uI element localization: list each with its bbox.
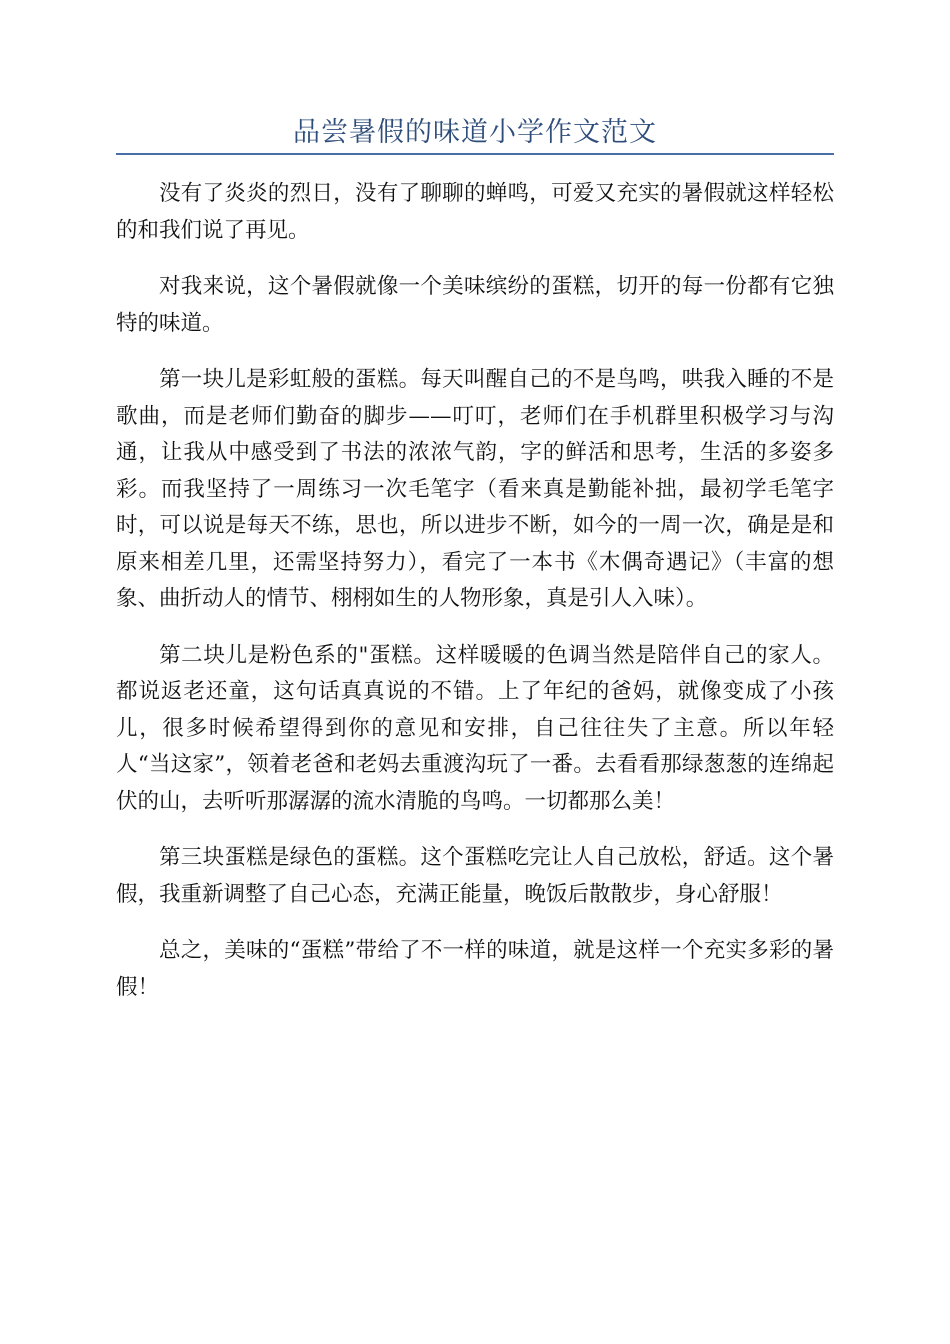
paragraph-5: 第三块蛋糕是绿色的蛋糕。这个蛋糕吃完让人自己放松，舒适。这个暑假，我重新调整了自己心态，充满正能量，晚饭后散散步，身心舒服！ <box>116 845 834 907</box>
paragraph-3: 第一块儿是彩虹般的蛋糕。每天叫醒自己的不是鸟鸣，哄我入睡的不是歌曲，而是老师们勤奋的脚步——叮叮，老师们在手机群里积极学习与沟通，让我从中感受到了书法的浓浓气韵，字的鲜活和思考，生活的多姿多彩。而我坚持了一周练习一次毛笔字（看来真是勤能补拙，最初学毛笔字时，可以说是每天不练，思也，所以进步不断，如今的一周一次，确是是和原来相差几里，还需坚持努力），看完了一本书《木偶奇遇记》（丰富的想象、曲折动人的情节、栩栩如生的人物形象，真是引人入味）。 <box>116 367 834 611</box>
paragraph-6: 总之，美味的“蛋糕”带给了不一样的味道，就是这样一个充实多彩的暑假！ <box>116 938 834 1000</box>
title-underline <box>116 153 834 155</box>
paragraph-4: 第二块儿是粉色系的"蛋糕。这样暖暖的色调当然是陪伴自己的家人。都说返老还童，这句话真真说的不错。上了年纪的爸妈，就像变成了小孩儿，很多时候希望得到你的意见和安排，自己往往失了主意。所以年轻人“当这家”，领着老爸和老妈去重渡沟玩了一番。去看看那绿葱葱的连绵起伏的山，去听听那潺潺的流水清脆的鸟鸣。一切都那么美！ <box>116 642 834 814</box>
paragraph-1: 没有了炎炎的烈日，没有了聊聊的蝉鸣，可爱又充实的暑假就这样轻松的和我们说了再见。 <box>116 181 834 243</box>
paragraph-2: 对我来说，这个暑假就像一个美味缤纷的蛋糕，切开的每一份都有它独特的味道。 <box>116 274 834 336</box>
document-title: 品尝暑假的味道小学作文范文 <box>293 117 657 148</box>
document-body <box>116 176 834 1026</box>
